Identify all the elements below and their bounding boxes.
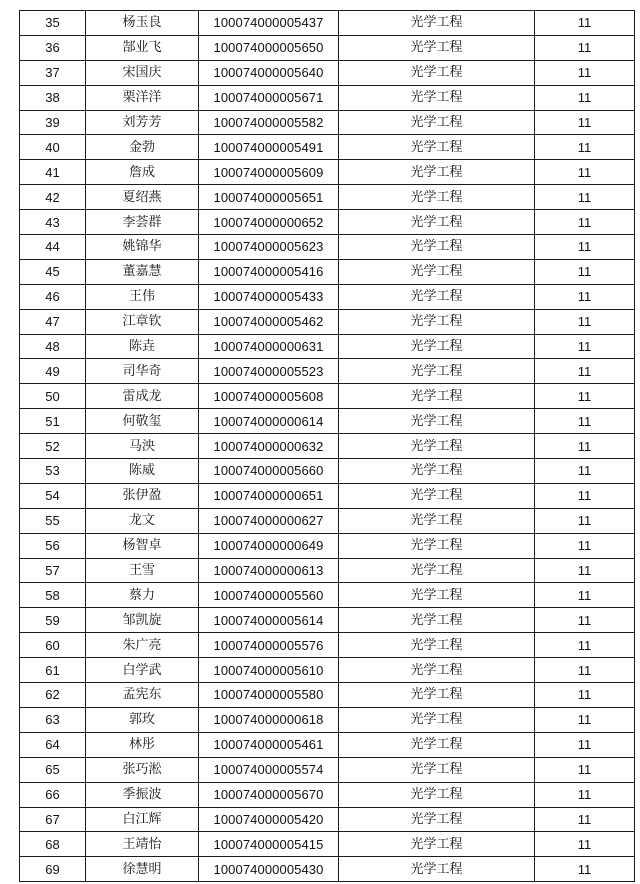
- table-row: [20, 135, 635, 160]
- major-cell: 光学工程: [339, 583, 535, 608]
- table-row: [20, 707, 635, 732]
- major-cell: 光学工程: [339, 11, 535, 36]
- table-row: [20, 558, 635, 583]
- major-cell: 光学工程: [339, 434, 535, 459]
- table-row: [20, 60, 635, 85]
- exam-id-cell: 100074000005671: [199, 85, 339, 110]
- major-cell: 光学工程: [339, 533, 535, 558]
- table-row: [20, 259, 635, 284]
- student-name-cell: 李荟群: [86, 210, 199, 235]
- student-name-cell: 邹凯旋: [86, 608, 199, 633]
- table-row: [20, 857, 635, 882]
- exam-id-cell: 100074000005523: [199, 359, 339, 384]
- table-row: [20, 110, 635, 135]
- student-name-cell: 白江辉: [86, 807, 199, 832]
- category-code-cell: 11: [535, 757, 635, 782]
- student-name-cell: 姚锦华: [86, 235, 199, 260]
- student-name-cell: 金勃: [86, 135, 199, 160]
- student-name-cell: 刘芳芳: [86, 110, 199, 135]
- category-code-cell: 11: [535, 409, 635, 434]
- row-number-cell: 59: [20, 608, 86, 633]
- student-name-cell: 白学武: [86, 658, 199, 683]
- category-code-cell: 11: [535, 85, 635, 110]
- table-row: [20, 210, 635, 235]
- major-cell: 光学工程: [339, 608, 535, 633]
- table-row: [20, 160, 635, 185]
- student-name-cell: 马泱: [86, 434, 199, 459]
- student-name-cell: 栗洋洋: [86, 85, 199, 110]
- exam-id-cell: 100074000005437: [199, 11, 339, 36]
- row-number-cell: 64: [20, 732, 86, 757]
- category-code-cell: 11: [535, 857, 635, 882]
- category-code-cell: 11: [535, 11, 635, 36]
- category-code-cell: 11: [535, 459, 635, 484]
- student-name-cell: 夏绍燕: [86, 185, 199, 210]
- major-cell: 光学工程: [339, 309, 535, 334]
- exam-id-cell: 100074000005608: [199, 384, 339, 409]
- major-cell: 光学工程: [339, 235, 535, 260]
- exam-id-cell: 100074000005430: [199, 857, 339, 882]
- table-row: [20, 807, 635, 832]
- row-number-cell: 50: [20, 384, 86, 409]
- row-number-cell: 67: [20, 807, 86, 832]
- student-name-cell: 徐慧明: [86, 857, 199, 882]
- row-number-cell: 47: [20, 309, 86, 334]
- exam-id-cell: 100074000005670: [199, 782, 339, 807]
- row-number-cell: 68: [20, 832, 86, 857]
- category-code-cell: 11: [535, 832, 635, 857]
- major-cell: 光学工程: [339, 483, 535, 508]
- exam-id-cell: 100074000000627: [199, 508, 339, 533]
- exam-id-cell: 100074000005610: [199, 658, 339, 683]
- table-row: [20, 359, 635, 384]
- student-name-cell: 江章钦: [86, 309, 199, 334]
- row-number-cell: 53: [20, 459, 86, 484]
- major-cell: 光学工程: [339, 508, 535, 533]
- exam-id-cell: 100074000000649: [199, 533, 339, 558]
- admission-list-table: [19, 10, 635, 882]
- student-name-cell: 宋国庆: [86, 60, 199, 85]
- category-code-cell: 11: [535, 434, 635, 459]
- major-cell: 光学工程: [339, 185, 535, 210]
- row-number-cell: 37: [20, 60, 86, 85]
- table-body: [20, 11, 635, 882]
- exam-id-cell: 100074000000613: [199, 558, 339, 583]
- major-cell: 光学工程: [339, 807, 535, 832]
- category-code-cell: 11: [535, 583, 635, 608]
- exam-id-cell: 100074000005609: [199, 160, 339, 185]
- major-cell: 光学工程: [339, 459, 535, 484]
- exam-id-cell: 100074000005415: [199, 832, 339, 857]
- table-row: [20, 658, 635, 683]
- table-row: [20, 11, 635, 36]
- row-number-cell: 69: [20, 857, 86, 882]
- category-code-cell: 11: [535, 608, 635, 633]
- student-name-cell: 张伊盈: [86, 483, 199, 508]
- row-number-cell: 45: [20, 259, 86, 284]
- category-code-cell: 11: [535, 508, 635, 533]
- major-cell: 光学工程: [339, 832, 535, 857]
- major-cell: 光学工程: [339, 409, 535, 434]
- student-name-cell: 杨智卓: [86, 533, 199, 558]
- major-cell: 光学工程: [339, 782, 535, 807]
- exam-id-cell: 100074000005574: [199, 757, 339, 782]
- row-number-cell: 40: [20, 135, 86, 160]
- student-name-cell: 龙文: [86, 508, 199, 533]
- exam-id-cell: 100074000005623: [199, 235, 339, 260]
- table-row: [20, 508, 635, 533]
- major-cell: 光学工程: [339, 359, 535, 384]
- row-number-cell: 49: [20, 359, 86, 384]
- table-row: [20, 732, 635, 757]
- exam-id-cell: 100074000005640: [199, 60, 339, 85]
- row-number-cell: 60: [20, 633, 86, 658]
- major-cell: 光学工程: [339, 334, 535, 359]
- major-cell: 光学工程: [339, 160, 535, 185]
- table-row: [20, 235, 635, 260]
- category-code-cell: 11: [535, 658, 635, 683]
- table-row: [20, 334, 635, 359]
- exam-id-cell: 100074000005582: [199, 110, 339, 135]
- category-code-cell: 11: [535, 633, 635, 658]
- major-cell: 光学工程: [339, 633, 535, 658]
- row-number-cell: 42: [20, 185, 86, 210]
- exam-id-cell: 100074000000652: [199, 210, 339, 235]
- major-cell: 光学工程: [339, 683, 535, 708]
- student-name-cell: 董嘉慧: [86, 259, 199, 284]
- category-code-cell: 11: [535, 707, 635, 732]
- row-number-cell: 66: [20, 782, 86, 807]
- table-row: [20, 483, 635, 508]
- row-number-cell: 44: [20, 235, 86, 260]
- table-row: [20, 533, 635, 558]
- table-row: [20, 35, 635, 60]
- category-code-cell: 11: [535, 185, 635, 210]
- row-number-cell: 56: [20, 533, 86, 558]
- student-name-cell: 詹成: [86, 160, 199, 185]
- row-number-cell: 35: [20, 11, 86, 36]
- student-name-cell: 陈威: [86, 459, 199, 484]
- exam-id-cell: 100074000005660: [199, 459, 339, 484]
- exam-id-cell: 100074000005560: [199, 583, 339, 608]
- category-code-cell: 11: [535, 210, 635, 235]
- category-code-cell: 11: [535, 309, 635, 334]
- exam-id-cell: 100074000005491: [199, 135, 339, 160]
- student-name-cell: 孟宪东: [86, 683, 199, 708]
- student-name-cell: 杨玉良: [86, 11, 199, 36]
- exam-id-cell: 100074000005433: [199, 284, 339, 309]
- category-code-cell: 11: [535, 683, 635, 708]
- category-code-cell: 11: [535, 359, 635, 384]
- table-row: [20, 284, 635, 309]
- category-code-cell: 11: [535, 259, 635, 284]
- row-number-cell: 57: [20, 558, 86, 583]
- row-number-cell: 62: [20, 683, 86, 708]
- exam-id-cell: 100074000005580: [199, 683, 339, 708]
- row-number-cell: 54: [20, 483, 86, 508]
- major-cell: 光学工程: [339, 857, 535, 882]
- student-name-cell: 郭玫: [86, 707, 199, 732]
- row-number-cell: 39: [20, 110, 86, 135]
- exam-id-cell: 100074000005461: [199, 732, 339, 757]
- table-row: [20, 683, 635, 708]
- row-number-cell: 63: [20, 707, 86, 732]
- student-name-cell: 何敬玺: [86, 409, 199, 434]
- major-cell: 光学工程: [339, 259, 535, 284]
- major-cell: 光学工程: [339, 707, 535, 732]
- category-code-cell: 11: [535, 782, 635, 807]
- exam-id-cell: 100074000005420: [199, 807, 339, 832]
- exam-id-cell: 100074000005576: [199, 633, 339, 658]
- table-row: [20, 309, 635, 334]
- major-cell: 光学工程: [339, 135, 535, 160]
- student-name-cell: 雷成龙: [86, 384, 199, 409]
- table-row: [20, 757, 635, 782]
- category-code-cell: 11: [535, 384, 635, 409]
- category-code-cell: 11: [535, 483, 635, 508]
- major-cell: 光学工程: [339, 757, 535, 782]
- major-cell: 光学工程: [339, 60, 535, 85]
- student-name-cell: 季振波: [86, 782, 199, 807]
- row-number-cell: 52: [20, 434, 86, 459]
- category-code-cell: 11: [535, 533, 635, 558]
- exam-id-cell: 100074000005650: [199, 35, 339, 60]
- exam-id-cell: 100074000000632: [199, 434, 339, 459]
- row-number-cell: 46: [20, 284, 86, 309]
- category-code-cell: 11: [535, 160, 635, 185]
- category-code-cell: 11: [535, 558, 635, 583]
- student-name-cell: 郜业飞: [86, 35, 199, 60]
- row-number-cell: 41: [20, 160, 86, 185]
- major-cell: 光学工程: [339, 558, 535, 583]
- exam-id-cell: 100074000005614: [199, 608, 339, 633]
- student-name-cell: 林彤: [86, 732, 199, 757]
- table-row: [20, 459, 635, 484]
- student-name-cell: 司华奇: [86, 359, 199, 384]
- table-row: [20, 409, 635, 434]
- student-name-cell: 张巧淞: [86, 757, 199, 782]
- row-number-cell: 58: [20, 583, 86, 608]
- student-name-cell: 王伟: [86, 284, 199, 309]
- row-number-cell: 36: [20, 35, 86, 60]
- category-code-cell: 11: [535, 334, 635, 359]
- row-number-cell: 43: [20, 210, 86, 235]
- major-cell: 光学工程: [339, 85, 535, 110]
- category-code-cell: 11: [535, 135, 635, 160]
- table-row: [20, 608, 635, 633]
- table-row: [20, 85, 635, 110]
- category-code-cell: 11: [535, 60, 635, 85]
- major-cell: 光学工程: [339, 210, 535, 235]
- student-name-cell: 陈垚: [86, 334, 199, 359]
- table-row: [20, 434, 635, 459]
- student-name-cell: 朱广亮: [86, 633, 199, 658]
- row-number-cell: 61: [20, 658, 86, 683]
- exam-id-cell: 100074000000618: [199, 707, 339, 732]
- student-name-cell: 蔡力: [86, 583, 199, 608]
- table-row: [20, 185, 635, 210]
- exam-id-cell: 100074000005416: [199, 259, 339, 284]
- row-number-cell: 51: [20, 409, 86, 434]
- exam-id-cell: 100074000000614: [199, 409, 339, 434]
- major-cell: 光学工程: [339, 732, 535, 757]
- category-code-cell: 11: [535, 35, 635, 60]
- student-name-cell: 王雪: [86, 558, 199, 583]
- category-code-cell: 11: [535, 235, 635, 260]
- row-number-cell: 48: [20, 334, 86, 359]
- row-number-cell: 65: [20, 757, 86, 782]
- student-name-cell: 王靖怡: [86, 832, 199, 857]
- major-cell: 光学工程: [339, 658, 535, 683]
- table-row: [20, 633, 635, 658]
- row-number-cell: 38: [20, 85, 86, 110]
- exam-id-cell: 100074000005462: [199, 309, 339, 334]
- category-code-cell: 11: [535, 732, 635, 757]
- exam-id-cell: 100074000005651: [199, 185, 339, 210]
- major-cell: 光学工程: [339, 110, 535, 135]
- category-code-cell: 11: [535, 284, 635, 309]
- major-cell: 光学工程: [339, 384, 535, 409]
- row-number-cell: 55: [20, 508, 86, 533]
- category-code-cell: 11: [535, 807, 635, 832]
- exam-id-cell: 100074000000651: [199, 483, 339, 508]
- table-row: [20, 384, 635, 409]
- table-row: [20, 782, 635, 807]
- major-cell: 光学工程: [339, 284, 535, 309]
- category-code-cell: 11: [535, 110, 635, 135]
- major-cell: 光学工程: [339, 35, 535, 60]
- table-row: [20, 583, 635, 608]
- table-row: [20, 832, 635, 857]
- exam-id-cell: 100074000000631: [199, 334, 339, 359]
